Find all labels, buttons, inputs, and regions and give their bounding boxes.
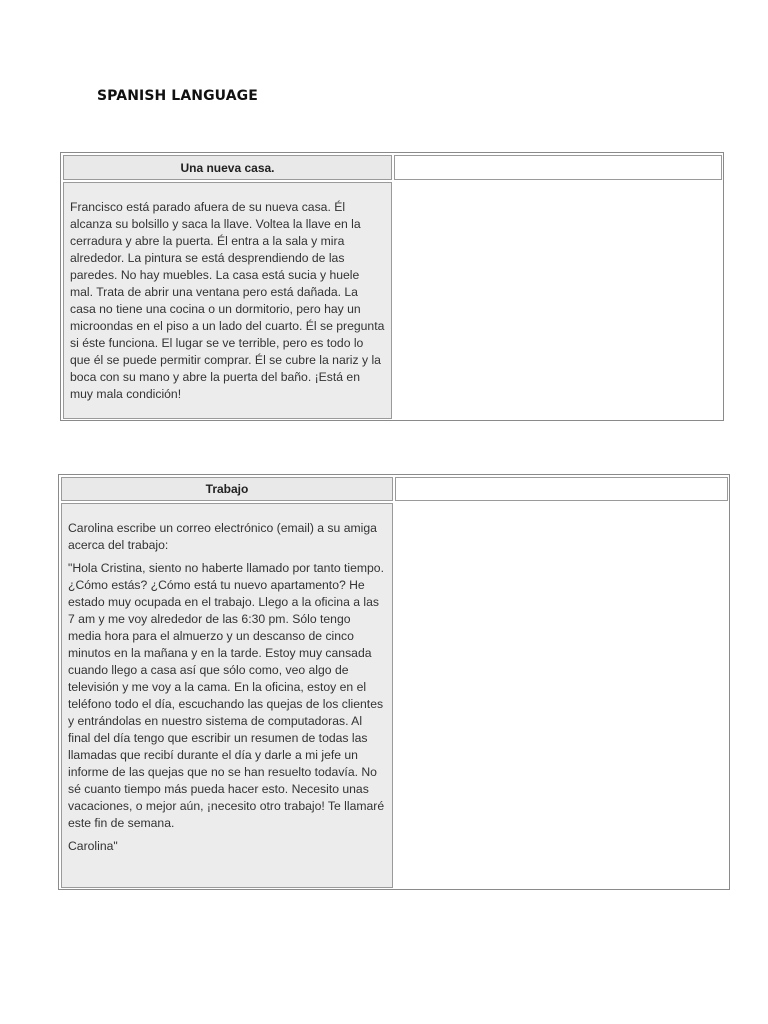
- empty-header-cell: [395, 477, 728, 501]
- passage-paragraph: Carolina": [68, 839, 118, 853]
- document-title: SPANISH LANGUAGE: [97, 88, 258, 104]
- reading-table-una-nueva-casa: [60, 152, 724, 421]
- reading-passage-cell: [63, 182, 392, 419]
- empty-answer-cell: [394, 182, 722, 419]
- passage-paragraph: Francisco está parado afuera de su nueva casa. Él alcanza su bolsillo y saca la llave. Voltea la llave en la cerradura y abre la puerta. Él entra a la sala y mira alrededor. La pintura se está desprendiendo de las paredes. No hay muebles. La casa está sucia y huele mal. Trata de abrir una ventana pero está dañada. La casa no tiene una cocina o un dormitorio, pero hay un microondas en el piso a un lado del cuarto. Él se pregunta si éste funciona. El lugar se ve terrible, pero es todo lo que él se puede permitir comprar. Él se cubre la nariz y la boca con su mano y abre la puerta del baño. ¡Está en muy mala condición!: [70, 200, 385, 401]
- table-heading: Una nueva casa.: [63, 155, 392, 180]
- passage-paragraph: "Hola Cristina, siento no haberte llamado por tanto tiempo. ¿Cómo estás? ¿Cómo está tu nuevo apartamento? He estado muy ocupada en el trabajo. Llego a la oficina a las 7 am y me voy alrededor de las 6:30 pm. Sólo tengo media hora para el almuerzo y un descanso de cinco minutos en la mañana y en la tarde. Estoy muy cansada cuando llego a casa así que sólo como, veo algo de televisión y me voy a la cama. En la oficina, estoy en el teléfono todo el día, escuchando las quejas de los clientes y entrándolas en nuestro sistema de computadoras. Al final del día tengo que escribir un resumen de todas las llamadas que recibí durante el día y darle a mi jefe un informe de las quejas que no se han resuelto todavía. No sé cuanto tiempo más pueda hacer esto. Necesito unas vacaciones, o mejor aún, ¡necesito otro trabajo! Te llamaré este fin de semana.: [68, 561, 385, 830]
- reading-table-trabajo: [58, 474, 730, 890]
- passage-paragraph: Carolina escribe un correo electrónico (email) a su amiga acerca del trabajo:: [68, 521, 377, 552]
- empty-header-cell: [394, 155, 722, 180]
- reading-passage-cell: [61, 503, 393, 888]
- empty-answer-cell: [395, 503, 728, 888]
- table-heading: Trabajo: [61, 477, 393, 501]
